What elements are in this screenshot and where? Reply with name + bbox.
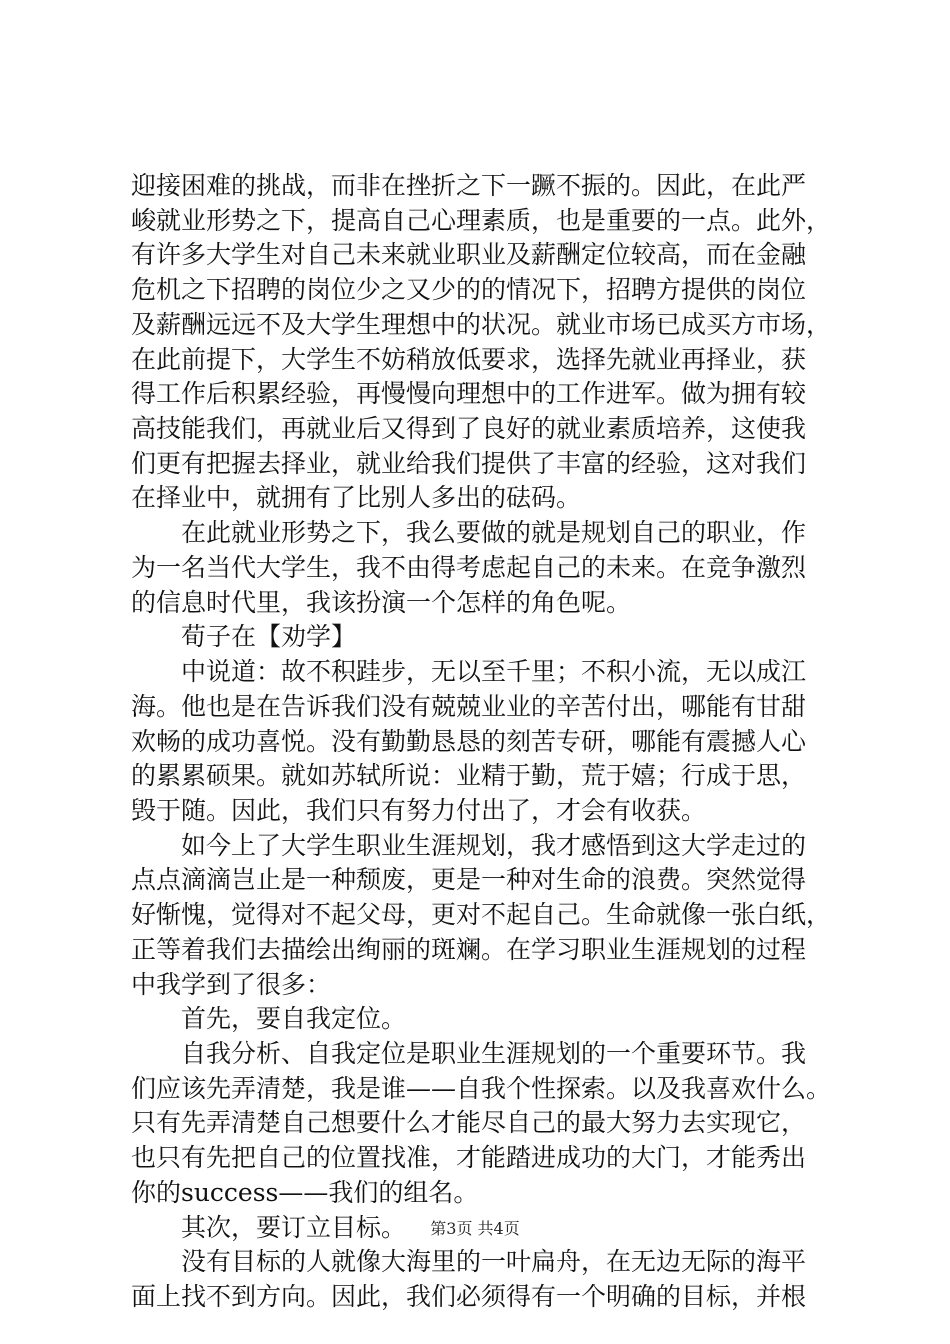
text-line: 中说道：故不积跬步，无以至千里；不积小流，无以成江 [181,657,807,687]
text-line: 及薪酬远远不及大学生理想中的状况。就业市场已成买方市场， [131,309,832,339]
text-line: 如今上了大学生职业生涯规划，我才感悟到这大学走过的 [181,830,807,860]
text-line: 在择业中，就拥有了比别人多出的砝码。 [131,483,582,513]
text-line: 其次，要订立目标。 [181,1212,407,1242]
text-line: 海。他也是在告诉我们没有兢兢业业的辛苦付出，哪能有甘甜 [131,691,807,721]
text-line: 自我分析、自我定位是职业生涯规划的一个重要环节。我 [181,1038,807,1068]
text-line: 毁于随。因此，我们只有努力付出了，才会有收获。 [131,795,707,825]
text-line: 好惭愧，觉得对不起父母，更对不起自己。生命就像一张白纸， [131,900,832,930]
page-footer: 第3页 共4页 [430,1219,520,1238]
text-line: 们更有把握去择业，就业给我们提供了丰富的经验，这对我们 [131,448,807,478]
text-line: 正等着我们去描绘出绚丽的斑斓。在学习职业生涯规划的过程 [131,934,807,964]
text-line: 们应该先弄清楚，我是谁——自我个性探索。以及我喜欢什么。 [131,1073,832,1103]
text-line: 迎接困难的挑战，而非在挫折之下一蹶不振的。因此，在此严 [131,171,807,200]
text-line: 欢畅的成功喜悦。没有勤勤恳恳的刻苦专研，哪能有震撼人心 [131,726,807,756]
text-line: 有许多大学生对自己未来就业职业及薪酬定位较高，而在金融 [131,240,807,270]
text-line: 也只有先把自己的位置找准，才能踏进成功的大门，才能秀出 [131,1143,807,1173]
text-line: 的累累硕果。就如苏轼所说：业精于勤，荒于嬉；行成于思， [131,761,807,791]
text-line: 面上找不到方向。因此，我们必须得有一个明确的目标，并根 [131,1282,807,1311]
text-line: 峻就业形势之下，提高自己心理素质，也是重要的一点。此外， [131,205,832,235]
document-body [131,169,832,1315]
text-line: 你的success——我们的组名。 [131,1177,479,1207]
text-line: 中我学到了很多： [131,969,332,999]
text-line: 在此前提下，大学生不妨稍放低要求，选择先就业再择业，获 [131,344,807,374]
text-line: 得工作后积累经验，再慢慢向理想中的工作进军。做为拥有较 [131,379,807,409]
text-line: 危机之下招聘的岗位少之又少的的情况下，招聘方提供的岗位 [131,275,807,305]
text-line: 只有先弄清楚自己想要什么才能尽自己的最大努力去实现它， [131,1108,807,1138]
text-line: 在此就业形势之下，我么要做的就是规划自己的职业，作 [181,518,807,548]
text-line: 没有目标的人就像大海里的一叶扁舟，在无边无际的海平 [181,1247,807,1277]
text-line: 首先，要自我定位。 [181,1004,407,1034]
text-line: 点点滴滴岂止是一种颓废，更是一种对生命的浪费。突然觉得 [131,865,807,895]
text-line: 为一名当代大学生，我不由得考虑起自己的未来。在竞争激烈 [131,552,807,582]
text-line: 高技能我们，再就业后又得到了良好的就业素质培养，这使我 [131,414,807,444]
text-line: 的信息时代里，我该扮演一个怎样的角色呢。 [131,587,632,617]
text-line: 荀子在【劝学】 [181,622,357,652]
